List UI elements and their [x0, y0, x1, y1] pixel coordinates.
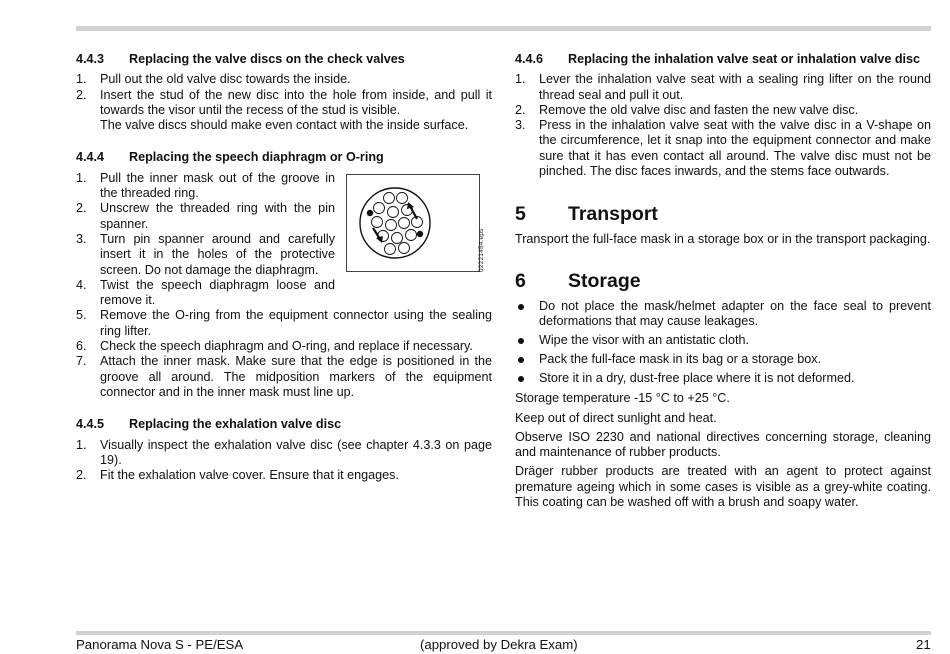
list-item: 1. Pull out the old valve disc towards the inside. [76, 72, 351, 87]
list-item: 5. Remove the O-ring from the equipment connector using the sealing ring lifter. [76, 308, 492, 338]
list-item: 1. Lever the inhalation valve seat with a sealing ring lifter on the round thread seal and pull it out. [515, 72, 931, 102]
speech-diaphragm-figure [346, 174, 480, 272]
header-rule [76, 26, 931, 31]
list-item: Do not place the mask/helmet adapter on the face seal to prevent deformations that may cause leakages. [515, 299, 931, 330]
section-heading-4-4-3: 4.4.3 Replacing the valve discs on the check valves [76, 52, 405, 66]
list-item: 1. Visually inspect the exhalation valve disc (see chapter 4.3.3 on page 19). [76, 437, 492, 467]
section-heading-4-4-5: 4.4.5 Replacing the exhalation valve disc [76, 417, 342, 432]
footer-approval: (approved by Dekra Exam) [420, 637, 578, 652]
list-item: Pack the full-face mask in its bag or a storage box. [515, 352, 931, 367]
list-item: 7. Attach the inner mask. Make sure that the edge is positioned in the groove all around. The midposition markers of the equipment connector and in the inner mask must line up. [76, 354, 492, 399]
transport-text: Transport the full-face mask in a storage box or in the transport packaging. [515, 232, 931, 247]
footer-product: Panorama Nova S - PE/ESA [76, 637, 244, 652]
steps-4-4-6 [515, 72, 931, 179]
storage-sunlight: Keep out of direct sunlight and heat. [515, 410, 717, 425]
storage-bullets [515, 299, 931, 387]
footer-rule [76, 631, 931, 635]
list-item: 2. Fit the exhalation valve cover. Ensure that it engages. [76, 468, 399, 483]
list-item: 1. Pull the inner mask out of the groove in the threaded ring. [76, 170, 335, 201]
list-item: Store it in a dry, dust-free place where it is not deformed. [515, 371, 931, 386]
step-note: The valve discs should make even contact with the inside surface. [100, 118, 469, 133]
list-item: 3. Turn pin spanner around and carefully insert it in the holes of the protective screen. Do not damage the diaphragm. [76, 231, 335, 277]
list-item: 2. Insert the stud of the new disc into the hole from inside, and pull it towards the visor until the recess of the stud is visible. The valve discs should make even contact with the inside surface. [76, 87, 492, 133]
page-number: 21 [916, 637, 931, 652]
list-item: 6. Check the speech diaphragm and O-ring, and replace if necessary. [76, 339, 473, 354]
list-item: 2. Unscrew the threaded ring with the pin spanner. [76, 201, 335, 231]
protective-screen-illustration [347, 175, 479, 271]
storage-temperature: Storage temperature -15 °C to +25 °C. [515, 391, 730, 406]
storage-coating: Dräger rubber products are treated with an agent to protect against premature ageing which in some cases is visible as a grey-white coating. This coating can be washed off with a brush and soapy water. [515, 464, 931, 509]
steps-4-4-5 [76, 438, 492, 484]
list-item: 3. Press in the inhalation valve seat with the valve disc in a V-shape on the circumference, let it snap into the equipment connector and make sure that it has even contact all around. The valve disc must not be pinched. The disc faces inwards, and the stems face outwards. [515, 118, 931, 179]
list-item: 2. Remove the old valve disc and fasten the new valve disc. [515, 102, 859, 117]
list-item: 4. Twist the speech diaphragm loose and remove it. [76, 277, 335, 308]
figure-id: 02221454.eps [478, 228, 485, 272]
section-heading-4-4-6: 4.4.6 Replacing the inhalation valve seat or inhalation valve disc [515, 52, 921, 66]
section-heading-4-4-4: 4.4.4 Replacing the speech diaphragm or O-ring [76, 150, 384, 165]
steps-4-4-3 [76, 72, 492, 133]
list-item: Wipe the visor with an antistatic cloth. [515, 333, 931, 348]
section-heading-6: 6 Storage [515, 269, 641, 292]
storage-iso: Observe ISO 2230 and national directives concerning storage, cleaning and maintenance of rubber products. [515, 429, 931, 460]
right-column [515, 52, 931, 510]
section-heading-5: 5 Transport [515, 203, 658, 226]
